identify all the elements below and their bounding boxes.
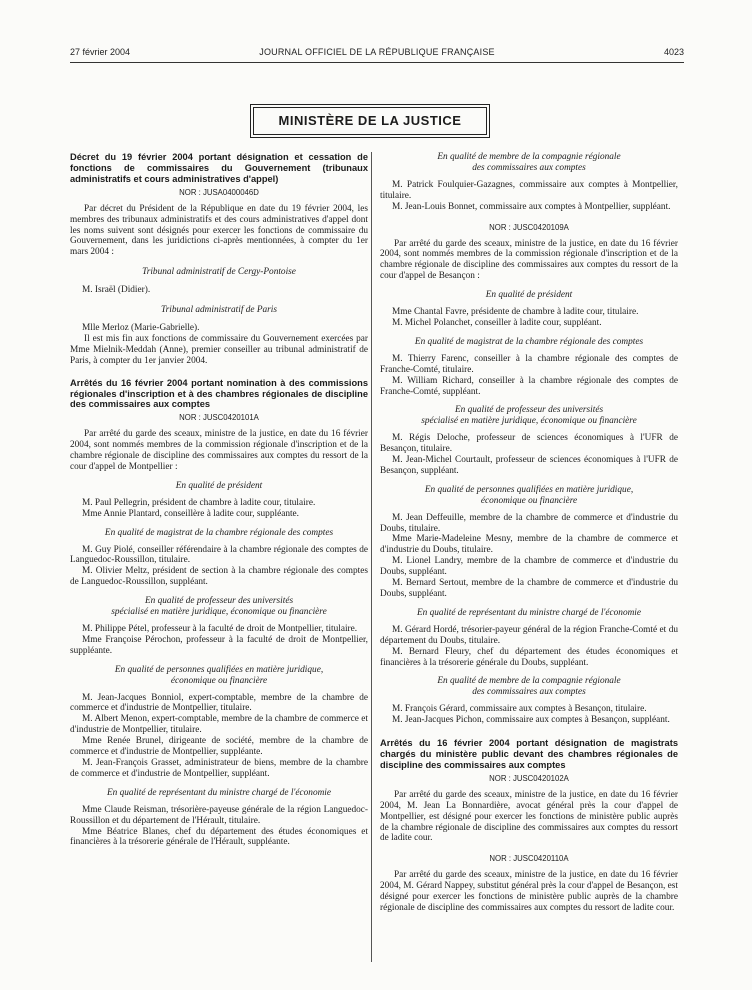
section-professeur-line-2: spécialisé en matière juridique, économique ou financière: [421, 416, 637, 427]
section-professeur-line-1: En qualité de professeur des universités: [454, 405, 604, 416]
person-entry: M. Michel Polanchet, conseiller à ladite cour, suppléant.: [392, 317, 602, 328]
person-entry: Mme Annie Plantard, conseillère à ladite cour, suppléante.: [82, 508, 300, 519]
person-entry: Mme Françoise Pérochon, professeur à la faculté de droit de Montpellier, suppléante.: [70, 634, 368, 656]
person-entry: M. Jean-Louis Bonnet, commissaire aux comptes à Montpellier, suppléant.: [392, 201, 671, 212]
section-compagnie: [380, 676, 678, 698]
arrete2-nor-2: NOR : JUSC0420110A: [489, 854, 569, 864]
section-compagnie: [380, 152, 678, 174]
person-entry: M. Philippe Pétel, professeur à la faculté de droit de Montpellier, titulaire.: [82, 624, 358, 634]
section-professeur-line-1: En qualité de professeur des universités: [144, 596, 294, 607]
person-entry: M. Jean-François Grasset, administrateur de biens, membre de la chambre de commerce et d'industrie de Montpellier, suppléant.: [70, 757, 368, 779]
person-entry: M. Thierry Farenc, conseiller à la chambre régionale des comptes de Franche-Comté, titulaire.: [380, 353, 678, 375]
person-entry: Mme Claude Reisman, trésorière-payeuse générale de la région Languedoc-Roussillon et du département de l'Hérault, titulaire.: [70, 804, 368, 826]
person-entry: M. Gérard Hordé, trésorier-payeur général de la région Franche-Comté et du département du Doubs, titulaire.: [380, 624, 678, 646]
person-entry: M. Guy Piolé, conseiller référendaire à la chambre régionale des comptes de Languedoc-Roussillon, titulaire.: [70, 544, 368, 566]
arrete2-nor: NOR : JUSC0420102A: [489, 773, 569, 783]
person-entry: M. Jean-Jacques Pichon, commissaire aux comptes à Besançon, suppléant.: [392, 715, 670, 726]
section-representant: En qualité de représentant du ministre chargé de l'économie: [106, 787, 332, 798]
person-entry: M. Jean-Jacques Bonniol, expert-comptable, membre de la chambre de commerce et d'industrie de Montpellier, titulaire.: [70, 692, 368, 714]
section-representant: En qualité de représentant du ministre chargé de l'économie: [416, 607, 642, 618]
arrete2-paragraph-2: Par arrêté du garde des sceaux, ministre de la justice, en date du 16 février 2004, M. Gérard Nappey, substitut général près la cour d'appel de Besançon, est désigné pour exercer les fonctions de ministère public auprès de la chambre régionale de discipline des commissaires aux comptes du ressort de ladite cour.: [380, 870, 678, 914]
section-personnes-line-2: économique ou financière: [480, 495, 578, 506]
section-professeur-line-2: spécialisé en matière juridique, économique ou financière: [111, 607, 327, 618]
section-professeur: [380, 405, 678, 427]
header-rule: [70, 62, 684, 63]
arrete-besancon-nor: NOR : JUSC0420109A: [489, 222, 569, 232]
person-entry: M. François Gérard, commissaire aux comptes à Besançon, titulaire.: [392, 704, 647, 715]
person-entry: M. Bernard Fleury, chef du département des études économiques et financières à la trésorerie générale du Doubs, suppléant.: [380, 646, 678, 668]
arrete-intro: Par arrêté du garde des sceaux, ministre de la justice, en date du 16 février 2004, sont nommés membres de la commission régionale d'inscription et de la chambre régionale de discipline des commissaires aux comptes du ressort de la cour d'appel de Montpellier :: [70, 429, 368, 473]
arrete-nor: NOR : JUSC0420101A: [179, 413, 259, 423]
arrete2-title: Arrêtés du 16 février 2004 portant désignation de magistrats chargés du ministère public devant des chambres régionales de discipline des commissaires aux comptes: [380, 738, 678, 770]
person-entry: M. Paul Pellegrin, président de chambre à ladite cour, titulaire.: [82, 497, 316, 508]
person-entry: M. Olivier Meltz, président de section à la chambre régionale des comptes de Languedoc-Roussillon, suppléant.: [70, 566, 368, 588]
decree-person-1: M. Israël (Didier).: [82, 285, 151, 296]
section-magistrat: En qualité de magistrat de la chambre régionale des comptes: [414, 336, 644, 347]
person-entry: Mme Chantal Favre, présidente de chambre à ladite cour, titulaire.: [392, 307, 639, 318]
person-entry: M. Jean Deffeuille, membre de la chambre de commerce et d'industrie du Doubs, titulaire.: [380, 512, 678, 534]
arrete-title: Arrêtés du 16 février 2004 portant nomination à des commissions régionales d'inscription et à des chambres régionales de discipline des commissaires aux comptes: [70, 377, 368, 410]
right-column: [380, 152, 678, 917]
person-entry: M. Bernard Sertout, membre de la chambre de commerce et d'industrie du Doubs, suppléant.: [380, 578, 678, 599]
ministry-title: MINISTÈRE DE LA JUSTICE: [253, 107, 487, 135]
person-entry: M. Régis Deloche, professeur de sciences économiques à l'UFR de Besançon, titulaire.: [380, 433, 678, 455]
header-page-number: 4023: [663, 47, 684, 57]
person-entry: M. Albert Menon, expert-comptable, membre de la chambre de commerce et d'industrie de Montpellier, titulaire.: [70, 714, 368, 736]
section-compagnie-line-2: des commissaires aux comptes: [472, 687, 586, 698]
left-column: [70, 152, 368, 848]
section-personnes-qualifiees: [70, 665, 368, 687]
section-compagnie-line-1: En qualité de membre de la compagnie régionale: [437, 152, 621, 162]
person-entry: M. Lionel Landry, membre de la chambre de commerce et d'industrie du Doubs, suppléant.: [380, 556, 678, 578]
person-entry: Mme Béatrice Blanes, chef du département des études économiques et financières à la trésorerie générale de l'Hérault, suppléante.: [70, 826, 368, 848]
tribunal-paris: Tribunal administratif de Paris: [161, 305, 277, 316]
section-personnes-line-1: En qualité de personnes qualifiées en matière juridique,: [114, 664, 324, 675]
decree-intro: Par décret du Président de la République en date du 19 février 2004, les membres des tribunaux administratifs et des cours administratives d'appel dont les noms suivent sont désignés pour exercer les fonctions de commissaire du Gouvernement, dans les juridictions ci-après mentionnées, à compter du 1er mars 2004 :: [70, 203, 368, 258]
person-entry: M. Jean-Michel Courtault, professeur de sciences économiques à l'UFR de Besançon, suppléant.: [380, 455, 678, 476]
section-personnes-line-1: En qualité de personnes qualifiées en matière juridique,: [424, 484, 634, 495]
page-header: [70, 46, 684, 58]
header-date: 27 février 2004: [70, 47, 131, 57]
ministry-box: [250, 104, 490, 138]
arrete-besancon-intro: Par arrêté du garde des sceaux, ministre de la justice, en date du 16 février 2004, sont nommés membres de la commission régionale d'inscription et de la chambre régionale de discipline des commissaires aux comptes du ressort de la cour d'appel de Besançon :: [380, 238, 678, 282]
decree-title: Décret du 19 février 2004 portant désignation et cessation de fonctions de commissaires du Gouvernement (tribunaux administratifs et cours administratives d'appel): [70, 152, 368, 184]
section-magistrat: En qualité de magistrat de la chambre régionale des comptes: [104, 527, 334, 538]
section-personnes-line-2: économique ou financière: [170, 675, 268, 686]
section-compagnie-line-1: En qualité de membre de la compagnie régionale: [437, 676, 621, 687]
section-personnes-qualifiees: [380, 485, 678, 507]
tribunal-cergy: Tribunal administratif de Cergy-Pontoise: [142, 267, 296, 278]
section-president: En qualité de président: [485, 290, 573, 301]
header-journal-title: JOURNAL OFFICIEL DE LA RÉPUBLIQUE FRANÇAISE: [259, 47, 495, 57]
arrete2-paragraph-1: Par arrêté du garde des sceaux, ministre de la justice, en date du 16 février 2004, M. Jean La Bonnardière, avocat général près la cour d'appel de Montpellier, est désigné pour exercer les fonctions de ministère public auprès de la chambre régionale de discipline des commissaires aux comptes du ressort de ladite cour.: [380, 789, 678, 844]
decree-nor: NOR : JUSA0400046D: [179, 187, 259, 197]
person-entry: Mme Renée Brunel, dirigeante de société, membre de la chambre de commerce et d'industrie de Montpellier, suppléante.: [70, 736, 368, 758]
decree-person-2: Mlle Merloz (Marie-Gabrielle).: [82, 322, 200, 333]
person-entry: M. William Richard, conseiller à la chambre régionale des comptes de Franche-Comté, suppléant.: [380, 375, 678, 397]
person-entry: Mme Marie-Madeleine Mesny, membre de la chambre de commerce et d'industrie du Doubs, titulaire.: [380, 534, 678, 556]
section-professeur: [70, 596, 368, 618]
column-divider: [371, 152, 372, 962]
section-compagnie-line-2: des commissaires aux comptes: [472, 162, 586, 173]
section-president: En qualité de président: [175, 480, 263, 491]
person-entry: M. Patrick Foulquier-Gazagnes, commissaire aux comptes à Montpellier, titulaire.: [380, 179, 678, 201]
decree-end: Il est mis fin aux fonctions de commissaire du Gouvernement exercées par Mme Mielnik-Meddah (Anne), premier conseiller au tribunal administratif de Paris, à compter du 1er janvier 2004.: [70, 333, 368, 366]
